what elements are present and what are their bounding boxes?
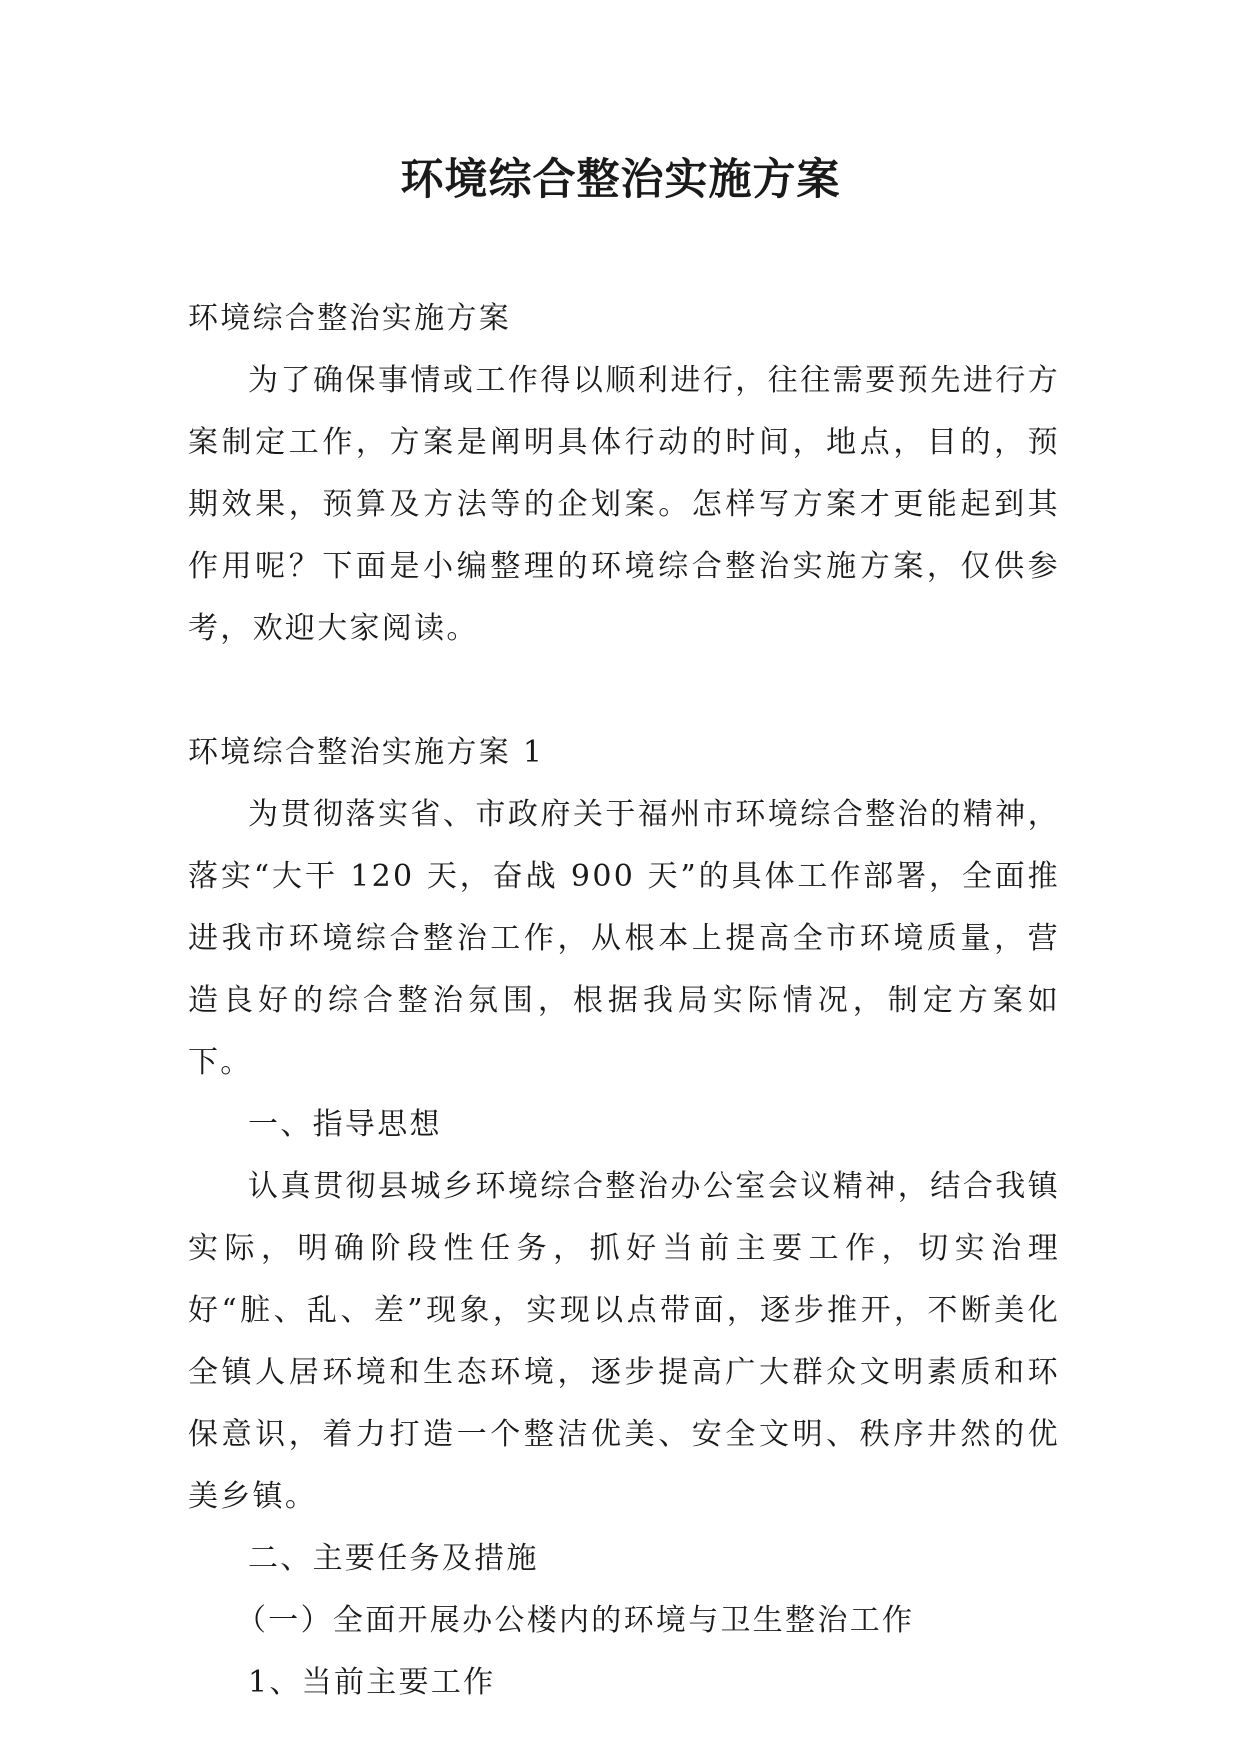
subsection1-heading: （一）全面开展办公楼内的环境与卫生整治工作	[236, 1603, 915, 1638]
section1-heading: 一、指导思想	[248, 1107, 442, 1142]
plan1-heading: 环境综合整治实施方案 1	[188, 735, 545, 770]
section1-paragraph: 认真贯彻县城乡环境综合整治办公室会议精神，结合我镇实际，明确阶段性任务，抓好当前主要工作，切实治理好“脏、乱、差”现象，实现以点带面，逐步推开，不断美化全镇人居环境和生态环境，逐步提高广大群众文明素质和环保意识，着力打造一个整洁优美、安全文明、秩序井然的优美乡镇。	[188, 1169, 1060, 1514]
plan1-paragraph: 为贯彻落实省、市政府关于福州市环境综合整治的精神，落实“大干 120 天，奋战 900 天”的具体工作部署，全面推进我市环境综合整治工作，从根本上提高全市环境质量，营造良好的综合整治氛围，根据我局实际情况，制定方案如下。	[188, 797, 1060, 1080]
intro-heading: 环境综合整治实施方案	[188, 301, 511, 336]
document-body	[188, 288, 1060, 1714]
section2-heading: 二、主要任务及措施	[248, 1541, 539, 1576]
document-title: 环境综合整治实施方案	[400, 155, 841, 205]
item1-heading: 1、当前主要工作	[248, 1665, 496, 1700]
intro-paragraph: 为了确保事情或工作得以顺利进行，往往需要预先进行方案制定工作，方案是阐明具体行动的时间，地点，目的，预期效果，预算及方法等的企划案。怎样写方案才更能起到其作用呢？下面是小编整理的环境综合整治实施方案，仅供参考，欢迎大家阅读。	[188, 363, 1060, 646]
paragraph-gap	[188, 660, 1060, 722]
